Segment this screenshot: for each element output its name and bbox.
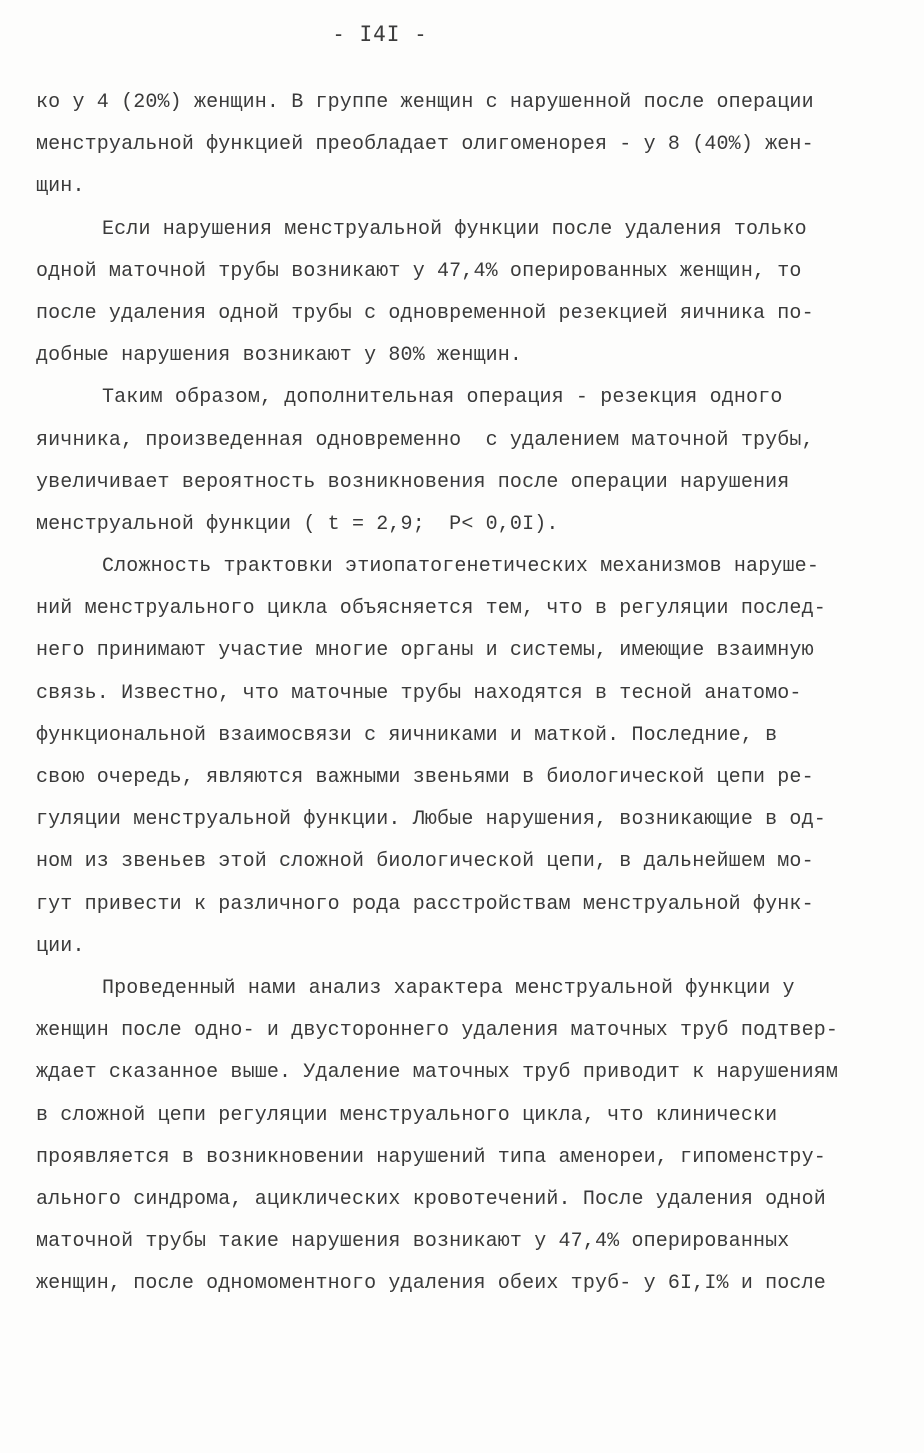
text-line: ции. [36,934,85,958]
body-text [36,82,896,1305]
text-line: гут привести к различного рода расстройствам менструальной функ- [36,892,814,916]
text-line: увеличивает вероятность возникновения после операции нарушения [36,470,790,494]
text-line: связь. Известно, что маточные трубы находятся в тесной анатомо- [36,681,802,705]
text-line: функциональной взаимосвязи с яичниками и маткой. Последние, в [36,723,778,747]
text-line: ждает сказанное выше. Удаление маточных труб приводит к нарушениям [36,1061,839,1085]
text-line: женщин после одно- и двустороннего удаления маточных труб подтвер- [36,1019,839,1043]
text-line: менструальной функции ( t = 2,9; P< 0,0I). [36,512,559,536]
text-line: ний менструального цикла объясняется тем, что в регуляции послед- [36,597,826,621]
paragraph-first-line: Если нарушения менструальной функции после удаления только [102,217,807,241]
text-line: менструальной функцией преобладает олигоменорея - у 8 (40%) жен- [36,133,814,157]
text-line: яичника, произведенная одновременно с удалением маточной трубы, [36,428,814,452]
text-line: добные нарушения возникают у 80% женщин. [36,344,523,368]
text-line: него принимают участие многие органы и системы, имеющие взаимную [36,639,814,663]
text-line: после удаления одной трубы с одновременной резекцией яичника по- [36,301,814,325]
page-number: - I4I - [332,22,428,46]
text-line: одной маточной трубы возникают у 47,4% оперированных женщин, то [36,259,802,283]
paragraph-first-line: Таким образом, дополнительная операция - резекция одного [102,386,783,410]
text-line: гуляции менструальной функции. Любые нарушения, возникающие в од- [36,808,826,832]
text-line: проявляется в возникновении нарушений типа аменореи, гипоменстру- [36,1145,826,1169]
text-line: свою очередь, являются важными звеньями в биологической цепи ре- [36,766,814,789]
paragraph-first-line: Сложность трактовки этиопатогенетических механизмов наруше- [102,555,819,579]
text-line: щин. [36,175,85,199]
text-line: ко у 4 (20%) женщин. В группе женщин с нарушенной после операции [36,91,814,114]
text-line: маточной трубы такие нарушения возникают у 47,4% оперированных [36,1230,790,1254]
text-line: ном из звеньев этой сложной биологической цепи, в дальнейшем мо- [36,850,814,874]
paragraph-first-line: Проведенный нами анализ характера менструальной функции у [102,976,795,1000]
text-line: в сложной цепи регуляции менструального цикла, что клинически [36,1103,778,1127]
text-line: женщин, после одномоментного удаления обеих труб- у 6I,I% и после [36,1272,826,1296]
text-line: ального синдрома, ациклических кровотечений. После удаления одной [36,1187,826,1211]
